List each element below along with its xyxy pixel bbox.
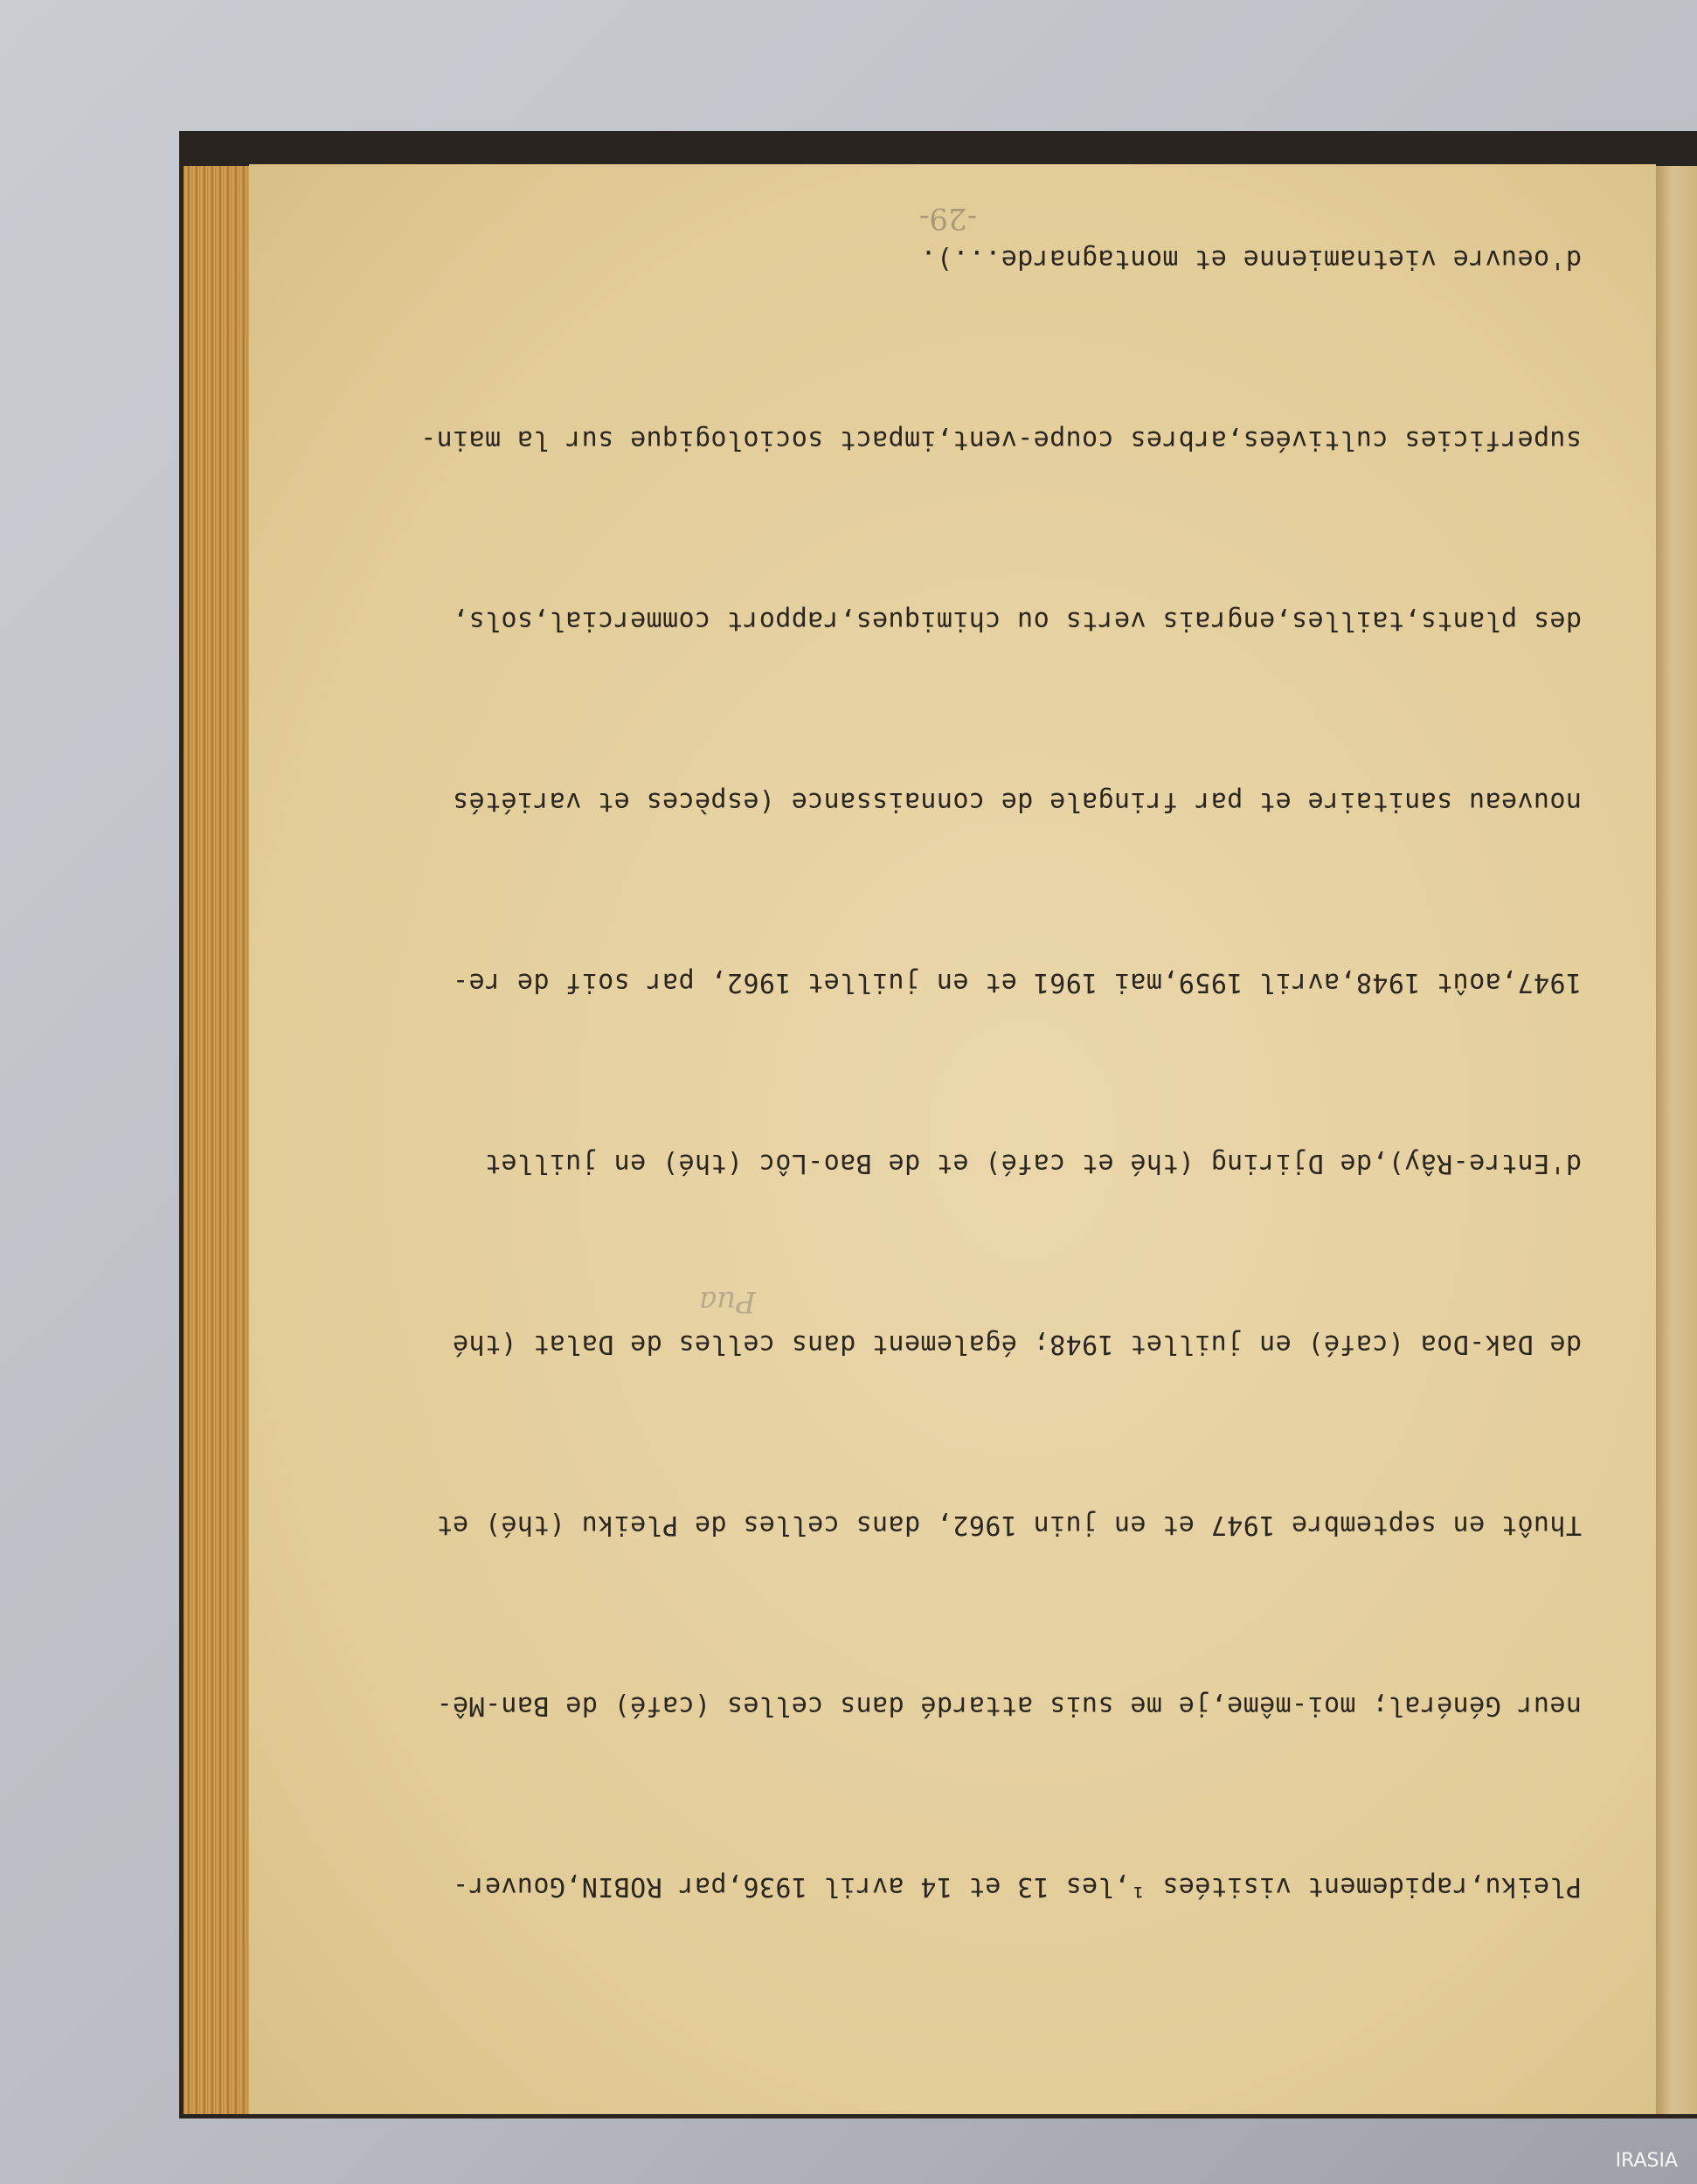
body-line: nouveau sanitaire et par fringale de connaissance (espèces et variétés xyxy=(452,786,1582,817)
paragraph-gap xyxy=(341,72,1582,108)
body-line: d'Entre-Rây),de Djiring (thé et café) et de Bao-Lôc (thé) en juillet xyxy=(484,1148,1582,1178)
body-line: neur Général; moi-même,je me suis attardé dans celles (café) de Ban-Mê- xyxy=(436,1690,1582,1721)
body-line: Thuôt en septembre 1947 et en juin 1962, dans celles de Pleiku (thé) et xyxy=(436,1510,1582,1540)
body-line: d'oeuvre vietnamienne et montagnarde...). xyxy=(920,244,1582,274)
watermark: IRASIA xyxy=(1615,2150,1678,2172)
body-line: des plants,tailles,engrais verts ou chimiques,rapport commercial,sols, xyxy=(452,605,1582,636)
next-page-edge xyxy=(1656,166,1697,2114)
body-line: superficies cultivées,arbres coupe-vent,impact sociologique sur la main- xyxy=(419,425,1582,455)
page-edges xyxy=(184,166,253,2114)
document-page xyxy=(249,164,1656,2114)
body-line: 1947,août 1948,avril 1959,mai 1961 et en juillet 1962, par soif de re- xyxy=(452,967,1582,998)
body-line: de Dak-Doa (café) en juillet 1948; également dans celles de Dalat (thé xyxy=(452,1329,1582,1359)
page-number: -29- xyxy=(918,201,978,236)
pencil-annotation: Pua xyxy=(698,1284,756,1319)
body-line: Pleiku,rapidement visitées ¹,les 13 et 14 avril 1936,par ROBIN,Gouver- xyxy=(452,1871,1582,1902)
typed-text-block xyxy=(341,0,1582,2037)
upside-down-content xyxy=(249,164,1656,2114)
